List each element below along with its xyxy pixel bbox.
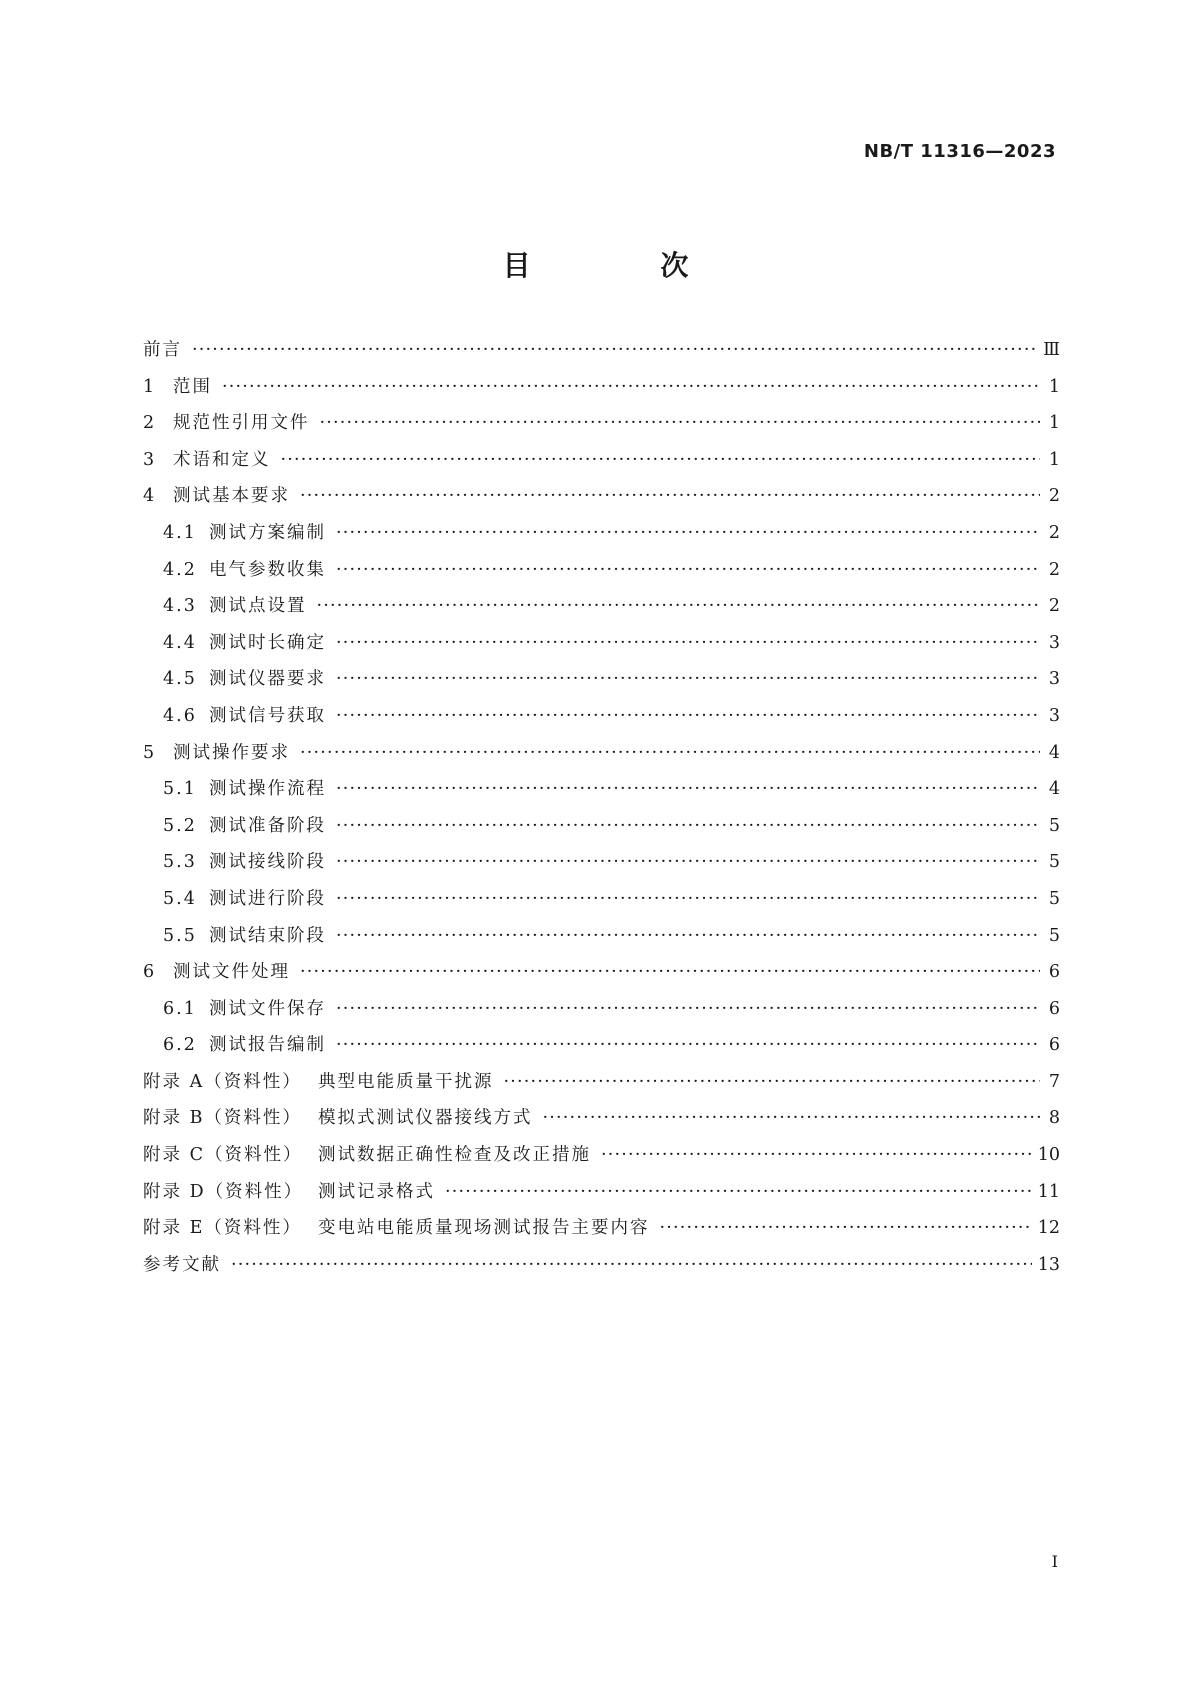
toc-entry-label: 变电站电能质量现场测试报告主要内容 [318,1218,650,1239]
toc-entry-page: 6 [1048,998,1060,1019]
toc-entry-number: 2 [143,413,157,434]
toc-dot-leader [317,596,1041,616]
toc-entry-page: 7 [1048,1071,1060,1092]
toc-entry[interactable] [143,775,1060,812]
standard-code: NB/T 11316—2023 [863,141,1056,162]
toc-entry-page: 2 [1048,559,1060,580]
toc-dot-leader [231,1255,1032,1275]
toc-dot-leader [660,1218,1032,1238]
toc-dot-leader [336,852,1040,872]
toc-entry-number: 4.2 [163,559,197,580]
toc-entry[interactable] [143,1031,1060,1068]
toc-entry-page: 6 [1048,962,1060,983]
toc-entry-label: 参考文献 [143,1254,221,1275]
toc-entry-label: 电气参数收集 [209,559,326,580]
toc-entry-page: 6 [1048,1035,1060,1056]
toc-entry-label: 测试数据正确性检查及改正措施 [318,1145,591,1166]
toc-entry-number: 6.1 [163,998,197,1019]
toc-entry[interactable] [143,446,1060,483]
toc-entry-page: Ⅲ [1043,340,1060,360]
toc-entry-number: 5.5 [163,925,197,946]
toc-entry-page: 11 [1037,1181,1060,1202]
toc-entry-page: 5 [1048,852,1060,873]
toc-entry[interactable] [143,922,1060,959]
toc-dot-leader [543,1108,1041,1128]
toc-entry-page: 3 [1048,669,1060,690]
toc-dot-leader [336,779,1040,799]
toc-entry-page: 2 [1048,486,1060,507]
toc-entry-number: 4 [143,486,157,507]
toc-dot-leader [336,999,1040,1019]
toc-entry-label: 模拟式测试仪器接线方式 [318,1108,533,1129]
toc-entry-label: 测试结束阶段 [209,925,326,946]
toc-entry-page: 1 [1048,413,1060,434]
toc-entry-number: 5 [143,742,157,763]
toc-entry-label: 测试报告编制 [209,1035,326,1056]
toc-dot-leader [336,1035,1040,1055]
toc-entry[interactable] [143,629,1060,666]
toc-dot-leader [336,633,1040,653]
toc-entry-label: 范围 [173,376,212,397]
toc-entry[interactable] [143,592,1060,629]
toc-entry-number: 5.3 [163,852,197,873]
toc-dot-leader [192,340,1037,360]
toc-dot-leader [336,560,1040,580]
toc-entry[interactable] [143,1251,1060,1288]
toc-entry[interactable] [143,739,1060,776]
toc-entry[interactable] [143,1214,1060,1251]
toc-entry-number: 3 [143,449,157,470]
toc-entry-label: 测试操作要求 [173,742,290,763]
toc-entry-page: 4 [1048,742,1060,763]
toc-entry-page: 2 [1048,596,1060,617]
toc-entry[interactable] [143,885,1060,922]
toc-entry-label: 测试点设置 [209,596,307,617]
toc-dot-leader [336,706,1040,726]
toc-entry[interactable] [143,812,1060,849]
toc-entry-label: 测试操作流程 [209,779,326,800]
toc-entry-label: 测试记录格式 [318,1181,435,1202]
toc-entry-page: 5 [1048,925,1060,946]
toc-entry-label: 测试文件保存 [209,998,326,1019]
toc-entry-label: 测试仪器要求 [209,669,326,690]
toc-entry-page: 13 [1037,1254,1060,1275]
toc-entry[interactable] [143,848,1060,885]
toc-dot-leader [300,486,1040,506]
toc-dot-leader [445,1182,1032,1202]
toc-entry[interactable] [143,665,1060,702]
toc-entry-label: 测试文件处理 [173,962,290,983]
toc-entry[interactable] [143,373,1060,410]
toc-entry[interactable] [143,409,1060,446]
toc-entry-number: 附录 E（资料性） [143,1218,302,1239]
toc-entry-number: 附录 B（资料性） [143,1108,302,1129]
toc-entry-number: 4.5 [163,669,197,690]
toc-entry[interactable] [143,1141,1060,1178]
toc-dot-leader [601,1145,1032,1165]
table-of-contents [143,336,1060,1287]
page-number: I [1051,1552,1058,1571]
toc-entry-label: 典型电能质量干扰源 [318,1071,494,1092]
toc-entry-page: 12 [1037,1218,1060,1239]
toc-dot-leader [281,450,1041,470]
toc-entry[interactable] [143,556,1060,593]
toc-dot-leader [336,816,1040,836]
toc-dot-leader [336,523,1040,543]
toc-entry-label: 测试信号获取 [209,705,326,726]
toc-dot-leader [300,743,1040,763]
toc-entry[interactable] [143,336,1060,373]
toc-entry-page: 4 [1048,779,1060,800]
toc-dot-leader [336,669,1040,689]
toc-entry-number: 5.2 [163,815,197,836]
toc-entry-number: 附录 D（资料性） [143,1181,304,1202]
toc-entry-label: 测试方案编制 [209,522,326,543]
toc-entry-number: 5.4 [163,888,197,909]
toc-entry-page: 5 [1048,815,1060,836]
toc-entry-label: 规范性引用文件 [173,413,310,434]
page-title: 目 次 [502,249,749,282]
toc-dot-leader [504,1072,1041,1092]
toc-entry-label: 测试基本要求 [173,486,290,507]
toc-entry[interactable] [143,519,1060,556]
toc-dot-leader [222,377,1040,397]
toc-entry-number: 6 [143,962,157,983]
toc-dot-leader [320,413,1041,433]
toc-entry-page: 2 [1048,522,1060,543]
toc-entry-number: 附录 A（资料性） [143,1071,302,1092]
toc-entry-number: 1 [143,376,157,397]
toc-entry[interactable] [143,995,1060,1032]
toc-entry-number: 4.1 [163,522,197,543]
toc-entry-number: 附录 C（资料性） [143,1145,303,1166]
toc-entry-label: 测试时长确定 [209,632,326,653]
toc-entry[interactable] [143,1068,1060,1105]
toc-entry-label: 测试进行阶段 [209,888,326,909]
toc-entry-page: 5 [1048,888,1060,909]
toc-entry-number: 4.6 [163,705,197,726]
toc-entry-label: 测试接线阶段 [209,852,326,873]
toc-entry-page: 1 [1048,449,1060,470]
toc-entry-label: 测试准备阶段 [209,815,326,836]
toc-entry[interactable] [143,958,1060,995]
toc-dot-leader [336,889,1040,909]
toc-entry[interactable] [143,1104,1060,1141]
toc-entry-page: 1 [1048,376,1060,397]
toc-dot-leader [300,962,1040,982]
toc-entry-label: 前言 [143,340,182,360]
toc-entry-number: 6.2 [163,1035,197,1056]
toc-entry-label: 术语和定义 [173,449,271,470]
toc-dot-leader [336,926,1040,946]
toc-entry-page: 10 [1037,1145,1060,1166]
toc-entry-number: 4.4 [163,632,197,653]
toc-entry[interactable] [143,482,1060,519]
toc-entry-page: 8 [1048,1108,1060,1129]
toc-entry-number: 5.1 [163,779,197,800]
toc-entry-page: 3 [1048,632,1060,653]
toc-entry[interactable] [143,702,1060,739]
toc-entry[interactable] [143,1178,1060,1215]
toc-entry-page: 3 [1048,705,1060,726]
toc-entry-number: 4.3 [163,596,197,617]
